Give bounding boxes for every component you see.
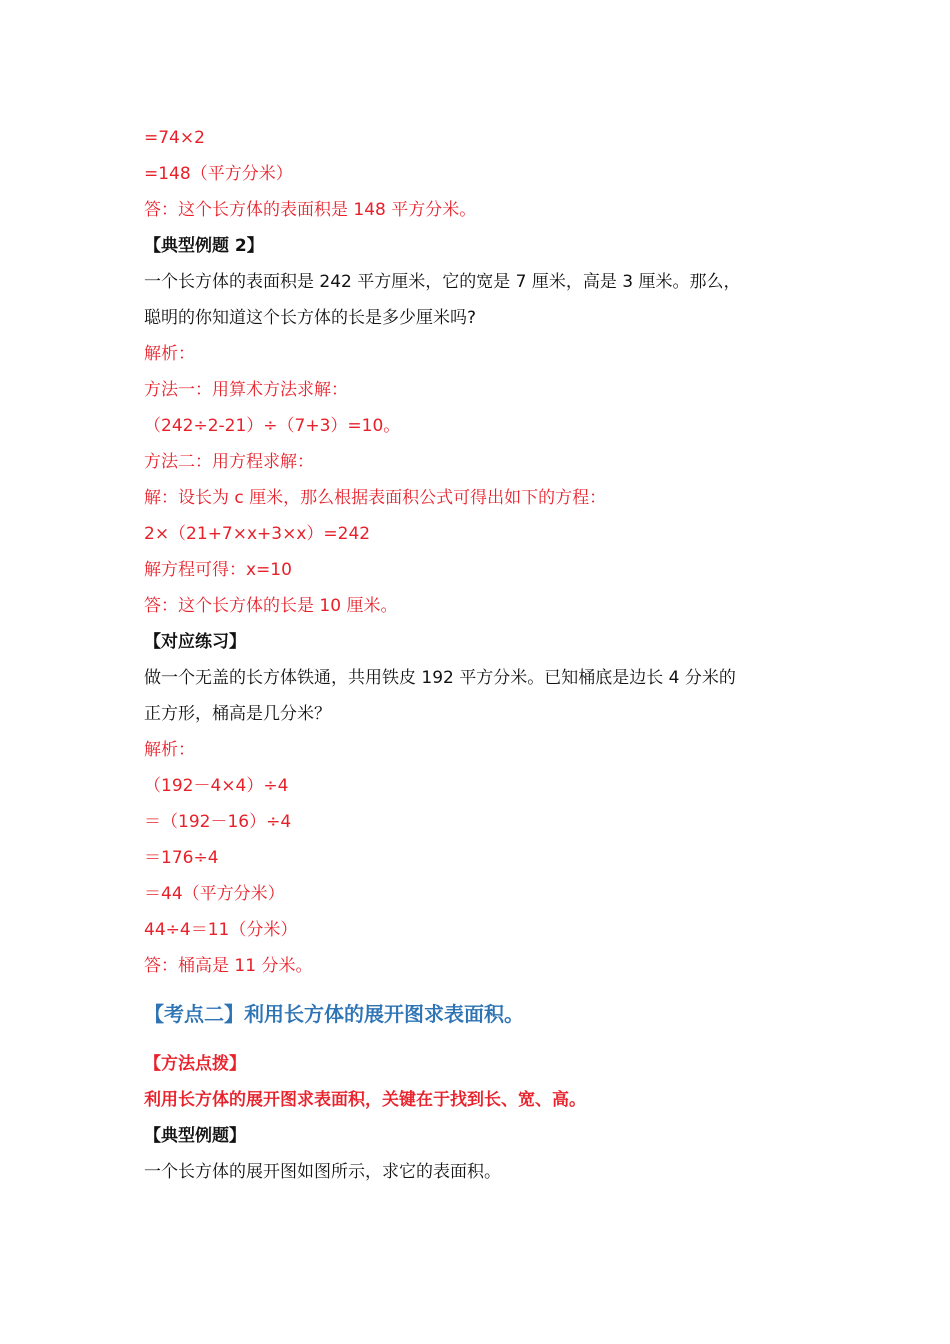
practice-calc-line-3: ＝176÷4 [144, 848, 219, 868]
calc-line-1: =74×2 [144, 128, 205, 148]
practice-text-line-1: 做一个无盖的长方体铁通，共用铁皮 192 平方分米。已知桶底是边长 4 分米的 [144, 668, 736, 688]
method-2-solution: 解方程可得：x=10 [144, 560, 292, 580]
method-2-label: 方法二：用方程求解： [144, 452, 314, 472]
calc-line-2: =148（平方分米） [144, 164, 293, 184]
method-tip-text: 利用长方体的展开图求表面积，关键在于找到长、宽、高。 [144, 1090, 586, 1110]
example-problem-text: 一个长方体的展开图如图所示，求它的表面积。 [144, 1162, 501, 1182]
section-heading-practice: 【对应练习】 [144, 632, 246, 652]
method-tip-heading: 【方法点拨】 [144, 1054, 246, 1074]
method-1-label: 方法一：用算术方法求解： [144, 380, 348, 400]
topic-heading-2: 【考点二】利用长方体的展开图求表面积。 [144, 1002, 524, 1026]
problem-text-line-1: 一个长方体的表面积是 242 平方厘米，它的宽是 7 厘米，高是 3 厘米。那么， [144, 272, 741, 292]
practice-calc-line-4: ＝44（平方分米） [144, 884, 285, 904]
answer-line-2: 答：这个长方体的长是 10 厘米。 [144, 596, 398, 616]
answer-line-3: 答：桶高是 11 分米。 [144, 956, 313, 976]
analysis-label-2: 解析： [144, 740, 195, 760]
analysis-label-1: 解析： [144, 344, 195, 364]
practice-text-line-2: 正方形，桶高是几分米？ [144, 704, 331, 724]
section-heading-example: 【典型例题】 [144, 1126, 246, 1146]
problem-text-line-2: 聪明的你知道这个长方体的长是多少厘米吗? [144, 308, 477, 328]
practice-calc-line-1: （192－4×4）÷4 [144, 776, 289, 796]
method-2-equation: 2×（21+7×x+3×x）=242 [144, 524, 371, 544]
answer-line-1: 答：这个长方体的表面积是 148 平方分米。 [144, 200, 477, 220]
practice-calc-line-2: ＝（192－16）÷4 [144, 812, 292, 832]
method-2-setup: 解：设长为 c 厘米，那么根据表面积公式可得出如下的方程： [144, 488, 607, 508]
method-1-calc: （242÷2-21）÷（7+3）=10。 [144, 416, 401, 436]
section-heading-example-2: 【典型例题 2】 [144, 236, 264, 256]
practice-calc-line-5: 44÷4＝11（分米） [144, 920, 298, 940]
